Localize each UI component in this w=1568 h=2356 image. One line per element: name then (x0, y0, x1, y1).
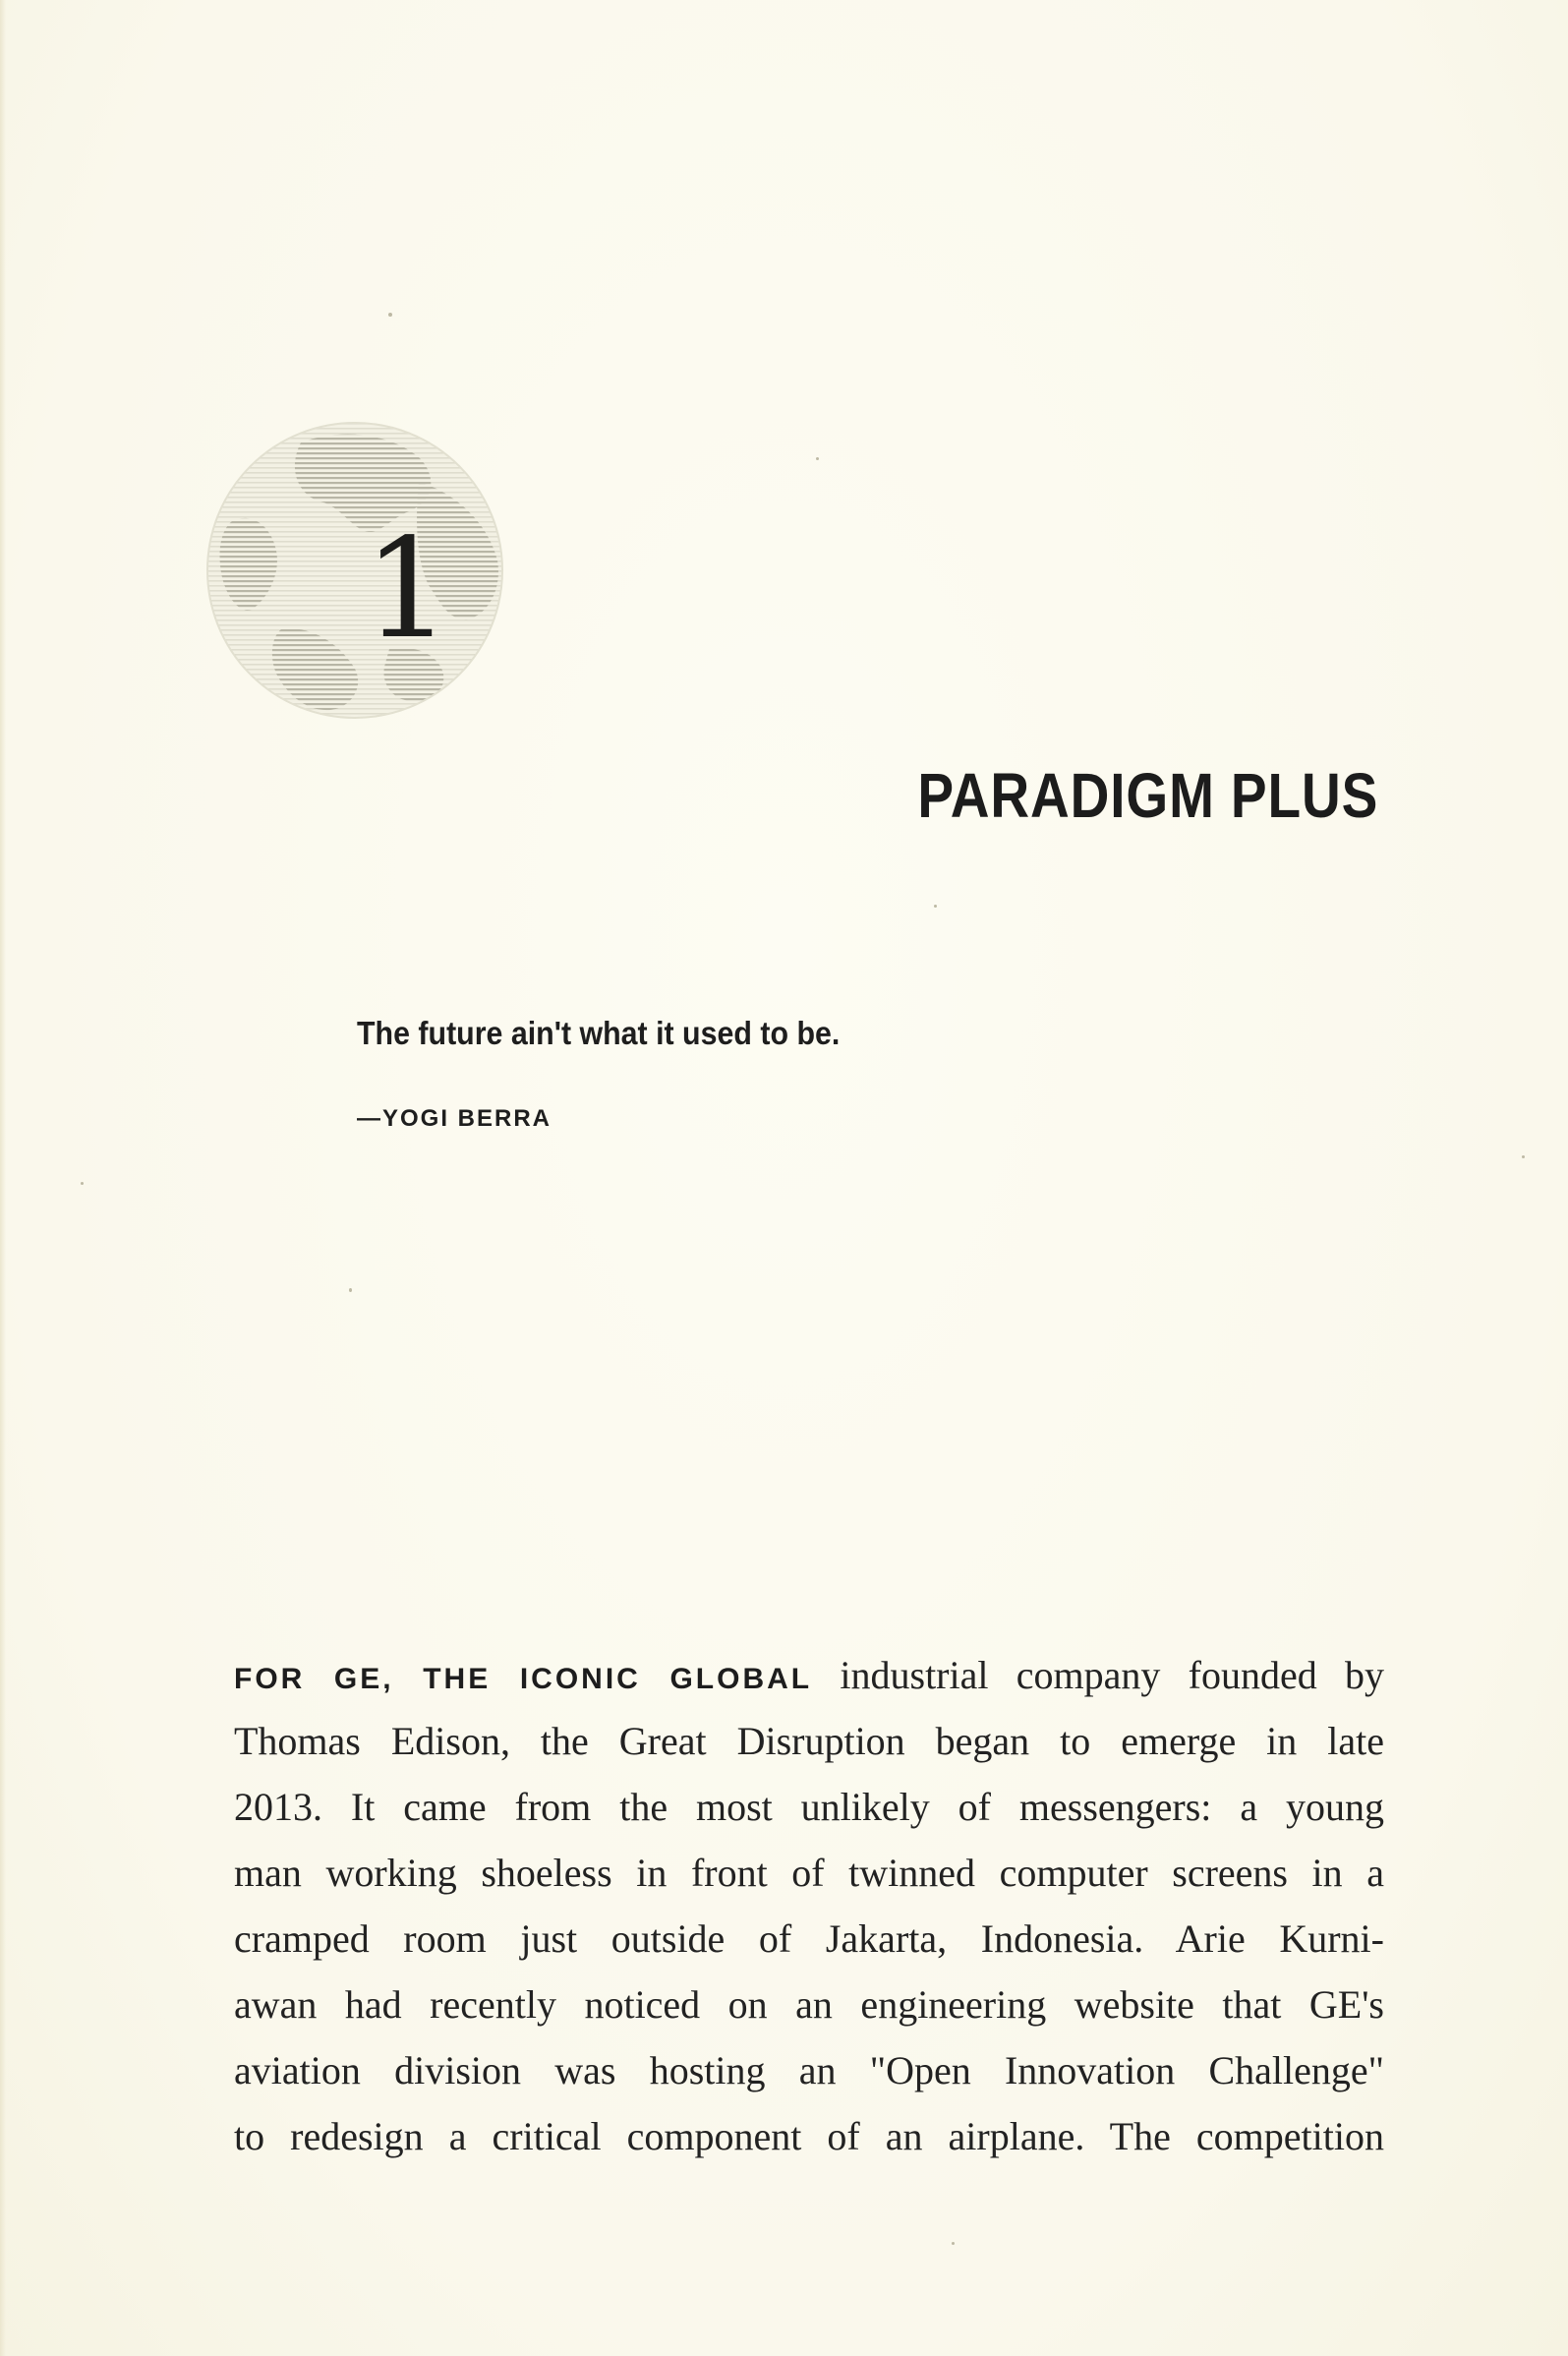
body-line: Thomas Edison, the Great Disruption began to emerge in late (234, 1719, 1384, 1763)
body-line: man working shoeless in front of twinned computer screens in a (234, 1851, 1384, 1895)
page-edge-shadow (0, 0, 6, 2356)
scan-speck (952, 2242, 955, 2245)
chapter-title: PARADIGM PLUS (917, 760, 1378, 831)
epigraph-quote: The future ain't what it used to be. (357, 1015, 841, 1051)
body-line: 2013. It came from the most unlikely of messengers: a young (234, 1785, 1384, 1829)
lead-in-text: FOR GE, THE ICONIC GLOBAL (234, 1663, 813, 1695)
epigraph-attribution: —YOGI BERRA (357, 1105, 552, 1132)
scan-speck (349, 1288, 352, 1292)
scan-speck (81, 1182, 84, 1185)
scan-speck (934, 905, 937, 908)
body-line: to redesign a critical component of an airplane. The competition (234, 2114, 1384, 2158)
body-paragraph (234, 1642, 1384, 2169)
body-line: aviation division was hosting an "Open Innovation Challenge" (234, 2048, 1384, 2092)
globe-icon (193, 403, 517, 737)
chapter-number: 1 (364, 509, 452, 670)
scan-speck (1522, 1155, 1525, 1158)
body-line: awan had recently noticed on an engineering website that GE's (234, 1982, 1384, 2027)
body-line (234, 1642, 1384, 1708)
body-line: cramped room just outside of Jakarta, Indonesia. Arie Kurni- (234, 1916, 1384, 1961)
scan-speck (388, 313, 392, 317)
scan-speck (816, 457, 819, 460)
body-line-text: industrial company founded by (840, 1653, 1385, 1697)
